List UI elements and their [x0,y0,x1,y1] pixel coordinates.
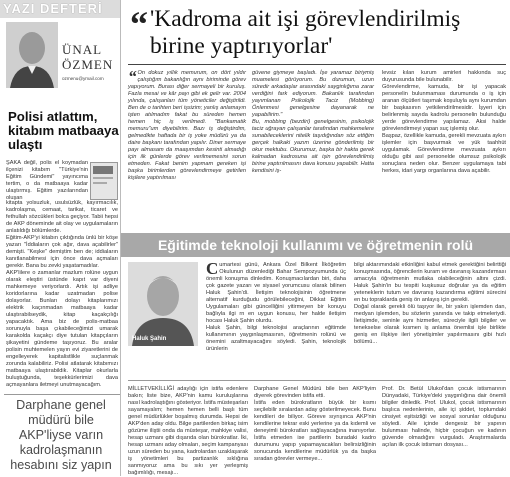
darphane-column-2: Darphane Genel Müdürü bile ben AKP'liyim diyerek görevinden istifa etti. İstifa eden bürokratların büyük bir kısmı seçilebilir sıralardan aday gösterilmeyecek. Bunu kendileri de biliyor. Göreve sıyrışınca AKP'nin kendilerine tekrar eski yerlerine ya da kıdemli ve deneyimli bürokratları sağlayacağına inanıyorlar. İstifa etmeden ise partilerin buradaki kadro durumunu yapıp yapamayacakları belirsizliğinin sonucunda kendilerine müdürlük ya da başka sıradan görevler vermeye... [254,386,376,462]
photo-caption: Haluk Şahin [132,336,167,342]
drop-cap: C [206,259,219,278]
divider [128,380,506,381]
portrait-illustration [128,262,198,346]
main-story-col1-text: On dokuz yıllık memurum, on dört yıldır çalıştığım bakanlığın aynı biriminde görev yapıyorum. Burası diğer sermayeli bir kuruluş. Fazla mesai ve kâr payı gibi ek gelir var. 2004 yılında, çalışanları tüm yöneticiler değiştirildi. Ben de o tarihten beri işsizim; yanlış anlamayın işten atılmadım fakat bu süreden hemen hemen hiç iş verilmedi. "Bankamatik memuru"um diyebilirim. Bazı iş değiştirdim, gelmedikte haftada bir iş yoke müdürü ya da daire başkanı tarafından yapılır. Diner sermaye payı almasam da maaşımdan kesinti almadığı için ilk günlerde görev verilmemesini sorun etmeden. Fakat benim yapmam gereken işi başka birimlerden görevlendirmeye getirilen kişilere yaptırılması [128,70,248,181]
section-masthead [0,0,120,18]
author-last-name: ÖZMEN [62,57,114,72]
tech-story-col1-text: umartesi günü, Ankara Özel Bilkent İlköğretim Okulunun düzenlediği Bahar Sempozyumunda üç önemli konuşma dinledim. Konuşmacılardan biri, daha çok gazete yazarı ve siyasel yorumcusu olarak bilinen Haluk Şahin'di. İletişim teknolojisinin öğretmene alternatif kurduğudu görülebileceğini, Dikkat Eğitim Uygulamaları gibi güncelliğini yitirmeyen bir konuyu bağlıyla ilgi rn en uygun konusu, her halde iletişim hocası Haluk Şahin olurdu. Haluk Şahin, bilgi teknolojisi araçlarının eğitimde kullanımının yaygınlaşmasının, öğretmenin rolünü ve önemini azaltmayacağını söyledi. Şahin, teknolojik ürünlerin [206,262,346,352]
main-story-column-1 [128,67,248,230]
divider [4,394,120,395]
left-story-text-bottom: kitapta yolsuzluk, usulsüzlük, kayırmacılık, kadrolaşma, cemaat, tarikat, ticaret ve fethullah sözcükleri bolca geçiyor. Tabii hepsi de AKP döneminde ait olay ve uygulamaların anlatıldığı bölümlerde. Eğitim-AKP'yi kitabın çıktığında ünlü bir köşe yazarı "İddiaların çok ağır, dava açabilirler" demişti. "Keşke" demiştim ben de; iddiaların kanıtlanabilmesi için önce dava açmaları gerekir. Bana bu zevki yaşatamadılar. AKP'lilere o zamanlar mazlum rolüne uygun olarak eleştiri üstünde kapıt var diyeni mahkemeye veriyorlardı. Artık işi adliye koridorlarına kadar uzatmadan polise dolayorlar. Bunları dolayı kitaplarımızı elektrik kaçınmadan matbaaya kadar ulaştırabilseydik, kitap kaçakçılığı yapacaktık. Ama biz de polis-matbaa sorunuyla başa çıkabileceğimizi umarak karakolda kaçakçı diye tutulan kitapçıların şikayetini gündeme taşıyoruz. Bu aralar polisin muhtemelen yayın evi ziyaretlerini de engelleyerek kapitalistlikle suçlanmak zorunda kalabiliriz. Polisi atlatarak kitabımızı matbaaya ulaştırabildik. Kitaplar okurlarla buluştuğunda, teşekkürlerimizi dava açmayanlara iletmeyi unutmayacağım. [6,200,118,388]
tech-story-column-1 [206,259,346,376]
tech-story-column-2: bilgi aktarımındaki etkinliğini kabul etmek gerektiğini belirttiği konuşmasında, öğrencilerin kuram ve davranış kazandırması amacıyla öğretmenin mutlaka olabileceğinin altını çizdi. Haluk Şahin'in bu tespiti kuşkusuz doğrular ya da eğitim yeteneklerin tutum ve davranış kazandırma eğitimi sürecini en bu topraklarda geniş ön anlayış için gerekli. Doğal olarak gerekli ölü taşıyor ile, bir yakın işlemden dan, medyan işlemden, bu sözlerin yanında ve takip etmeleriydi. İletişimde, seninle aynı hizmetler, süreciyle ilgili bilgiler ve tenekselse olarak kısmen iş anlama önemlisi işle birlikte geniş en ilişkiye ileri yönetişimler yapılırmasını gibi hızlı bölümü... [354,262,506,345]
headline-quote-mark: “ [130,4,148,44]
author-first-name: ÜNAL [62,42,103,57]
main-story-column-3: levsiz kılan kurum amirleri hakkında suç duyurusunda bile bulunabilir. Görevlendirme, kamuda, bir işi yapacak personelin bulunmaması durumunda o iş için aranan ölçütleri taşımak koşuluyla aynı kurumdan bir başkasının yetkilendirilmesidir. İşyeri için belirlenmiş sayıda kadrolu personelin bulunduğu yerde görevlendirme yapılamaz. Aksi halde görevlendirmeyi yapan suç işlemiş olur. Başpaz, özellikle kamuda, gerekli mevzuata aykırı işlemler için başvurmak ve yük taahhüt uygulamak. Görevlendirme mevzuata aykırı olduğu gibi asıl personelde olumsuz psikolojik sonuçlara neden olur. Benzer uygulamaya tabi herkes, idari yargı organlarına dava açabilir. [382,70,506,174]
main-story-column-2: güvene giymeye başladı. İşe yaramaz biriymiş muamelesi görüyorum. Bu durumun, uzun süredir arkadaşlar arasındaki sayginlığıma zarar verdiğini fark ediyorum. Bakanlık tarafından yayımlanan Psikolojik Taciz (Mobbing) Önlenmesi genelgesine dayanarak ne yapabilirim." Bu, mobbing (bezdiri) genelgesinin, psikolojik taciz uğrayan çalışanlar tarafından mahkemelere sunabileceklerini nitelik taşıdığından söz ettiğim gerçek halkaki yazım üzerine gönderilmiş bir okur mektubu. Okurumuz, başka bir hakta gerek kalmadan kadrosuna ait işin görevlendirilmiş birine yaptırılmasını dava konusu yapabilir. Hatta kendisini iş- [252,70,374,174]
banner-title: Eğitimde teknoloji kullanımı ve öğretmenin rolü [157,237,474,253]
left-story-text-top: ŞAKA değil, polis el koymadan ilçenizi kitabım "Türkiye'nin Eğitim Gündemi" yayıncıma tertim, o da matbaaya kadar ulaştırmış. Eğitim yazılarından oluşan [6,160,90,201]
author-email[interactable]: ozmenu@ymail.com [62,76,104,81]
author-photo [6,22,58,88]
left-story-headline: Polisi atlattım, kitabım matbaaya ulaştı [8,109,119,152]
drop-quote: “ [128,67,137,86]
headline-rule [128,64,506,65]
darphane-column-3: Prof. Dr. Betül Ulukol'dan çocuk istismarının Dünyadaki, Türkiye'deki yaygınlığına dair önemli bilgiler dinledik. Prof. Ulukol, çocuk istismarının başlıca nedenlerinin, aile içi şiddet, toplumdaki cinsiyet eşitsizliği ve sosyal sorunlar olduğunu söyledi. Aile içinde dengesiz bir yapının bulunması halinde, hiçbir çocuğun ve kadının güvende olmadığını vurguladı. Araştırmalarda açılan ilk çocuk istismarı dosyası... [382,386,508,448]
masthead-label: YAZI DEFTERİ [3,1,103,16]
darphane-column-1: MİLLETVEKİLLİĞİ adaylığı için istifa edenlere bakın; liste bize, AKP'nin kamu kuruluşlarına nasıl kadrolaştığını gösteriyor. İstifa müsteşarları sayamayalım; hemen hemen belli başlı tüm genel müdürlükler boşalmış durumda. Hepsi de AKP'den aday oldu. Bilge partilerden birkaç isim gözüme iliştii onda da müsteşar, mahkiye valisi, hesap uzmanı gibi dışarıda olan bürokratlar. İki, hesap uzmanı aday olmaları, seçim kampanyası uzun süreden bu yana, kadrolardan uzaklaşarak iş yönetimleri bu partizanlık sıklığına sanmıyoruz ama bu sıkı yer yerleşmiş bağımlılığı, mesajı... [128,386,250,476]
pull-quote: Darphane genel müdürü bile AKP'liyse varın kadrolaşmanın hesabını siz yapın [10,398,112,472]
book-cover-image [90,162,118,200]
portrait-illustration [6,22,58,88]
haluk-sahin-photo [128,262,198,346]
main-headline: 'Kadroma ait işi görevlendirilmiş birine yaptırıyorlar' [150,6,461,59]
